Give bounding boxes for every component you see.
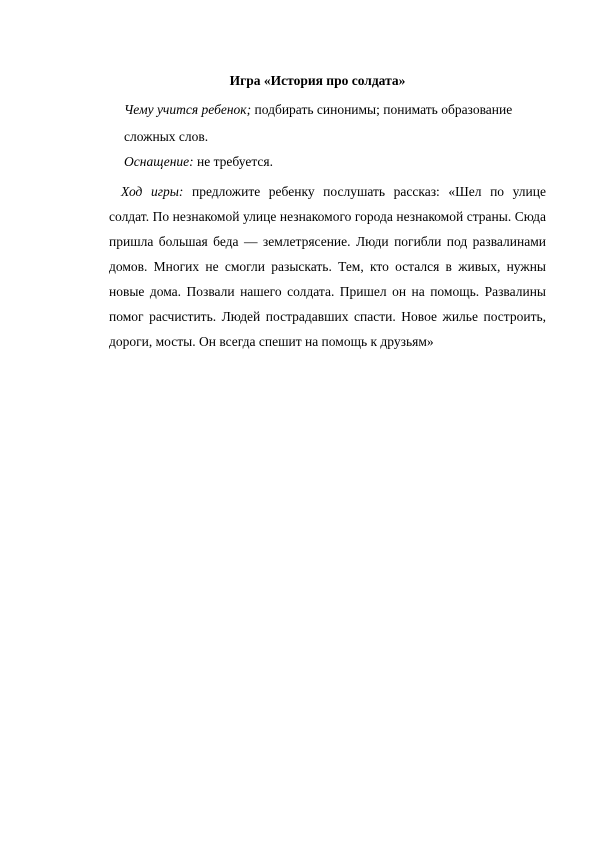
procedure-line: новые дома. Позвали нашего солдата. Пришел он на помощь. Развалины — [109, 284, 546, 299]
equipment-label: Оснащение: — [124, 154, 194, 169]
goal-label: Чему учится ребенок; — [124, 102, 252, 117]
equipment-text: не требуется. — [193, 154, 273, 169]
procedure-line: домов. Многих не смогли разыскать. Тем, кто остался в живых, нужны — [109, 259, 546, 274]
procedure-text: предложите ребенку послушать рассказ: «Шел по улице — [183, 184, 546, 199]
procedure-line: дороги, мосты. Он всегда спешит на помощь к друзьям» — [109, 334, 434, 349]
equipment-line — [124, 153, 273, 171]
goal-text: подбирать синонимы; понимать образование — [251, 102, 513, 117]
procedure-line — [109, 179, 546, 204]
procedure-line: пришла большая беда — землетрясение. Люди погибли под развалинами — [109, 234, 546, 249]
goal-line-continued: сложных слов. — [124, 129, 209, 144]
procedure-line: солдат. По незнакомой улице незнакомого города незнакомой страны. Сюда — [109, 209, 546, 224]
goal-line — [124, 101, 512, 119]
document-title: Игра «История про солдата» — [229, 73, 406, 88]
procedure-label: Ход игры: — [121, 184, 184, 199]
procedure-paragraph — [109, 179, 546, 354]
procedure-line: помог расчистить. Людей пострадавших спасти. Новое жилье построить, — [109, 309, 546, 324]
